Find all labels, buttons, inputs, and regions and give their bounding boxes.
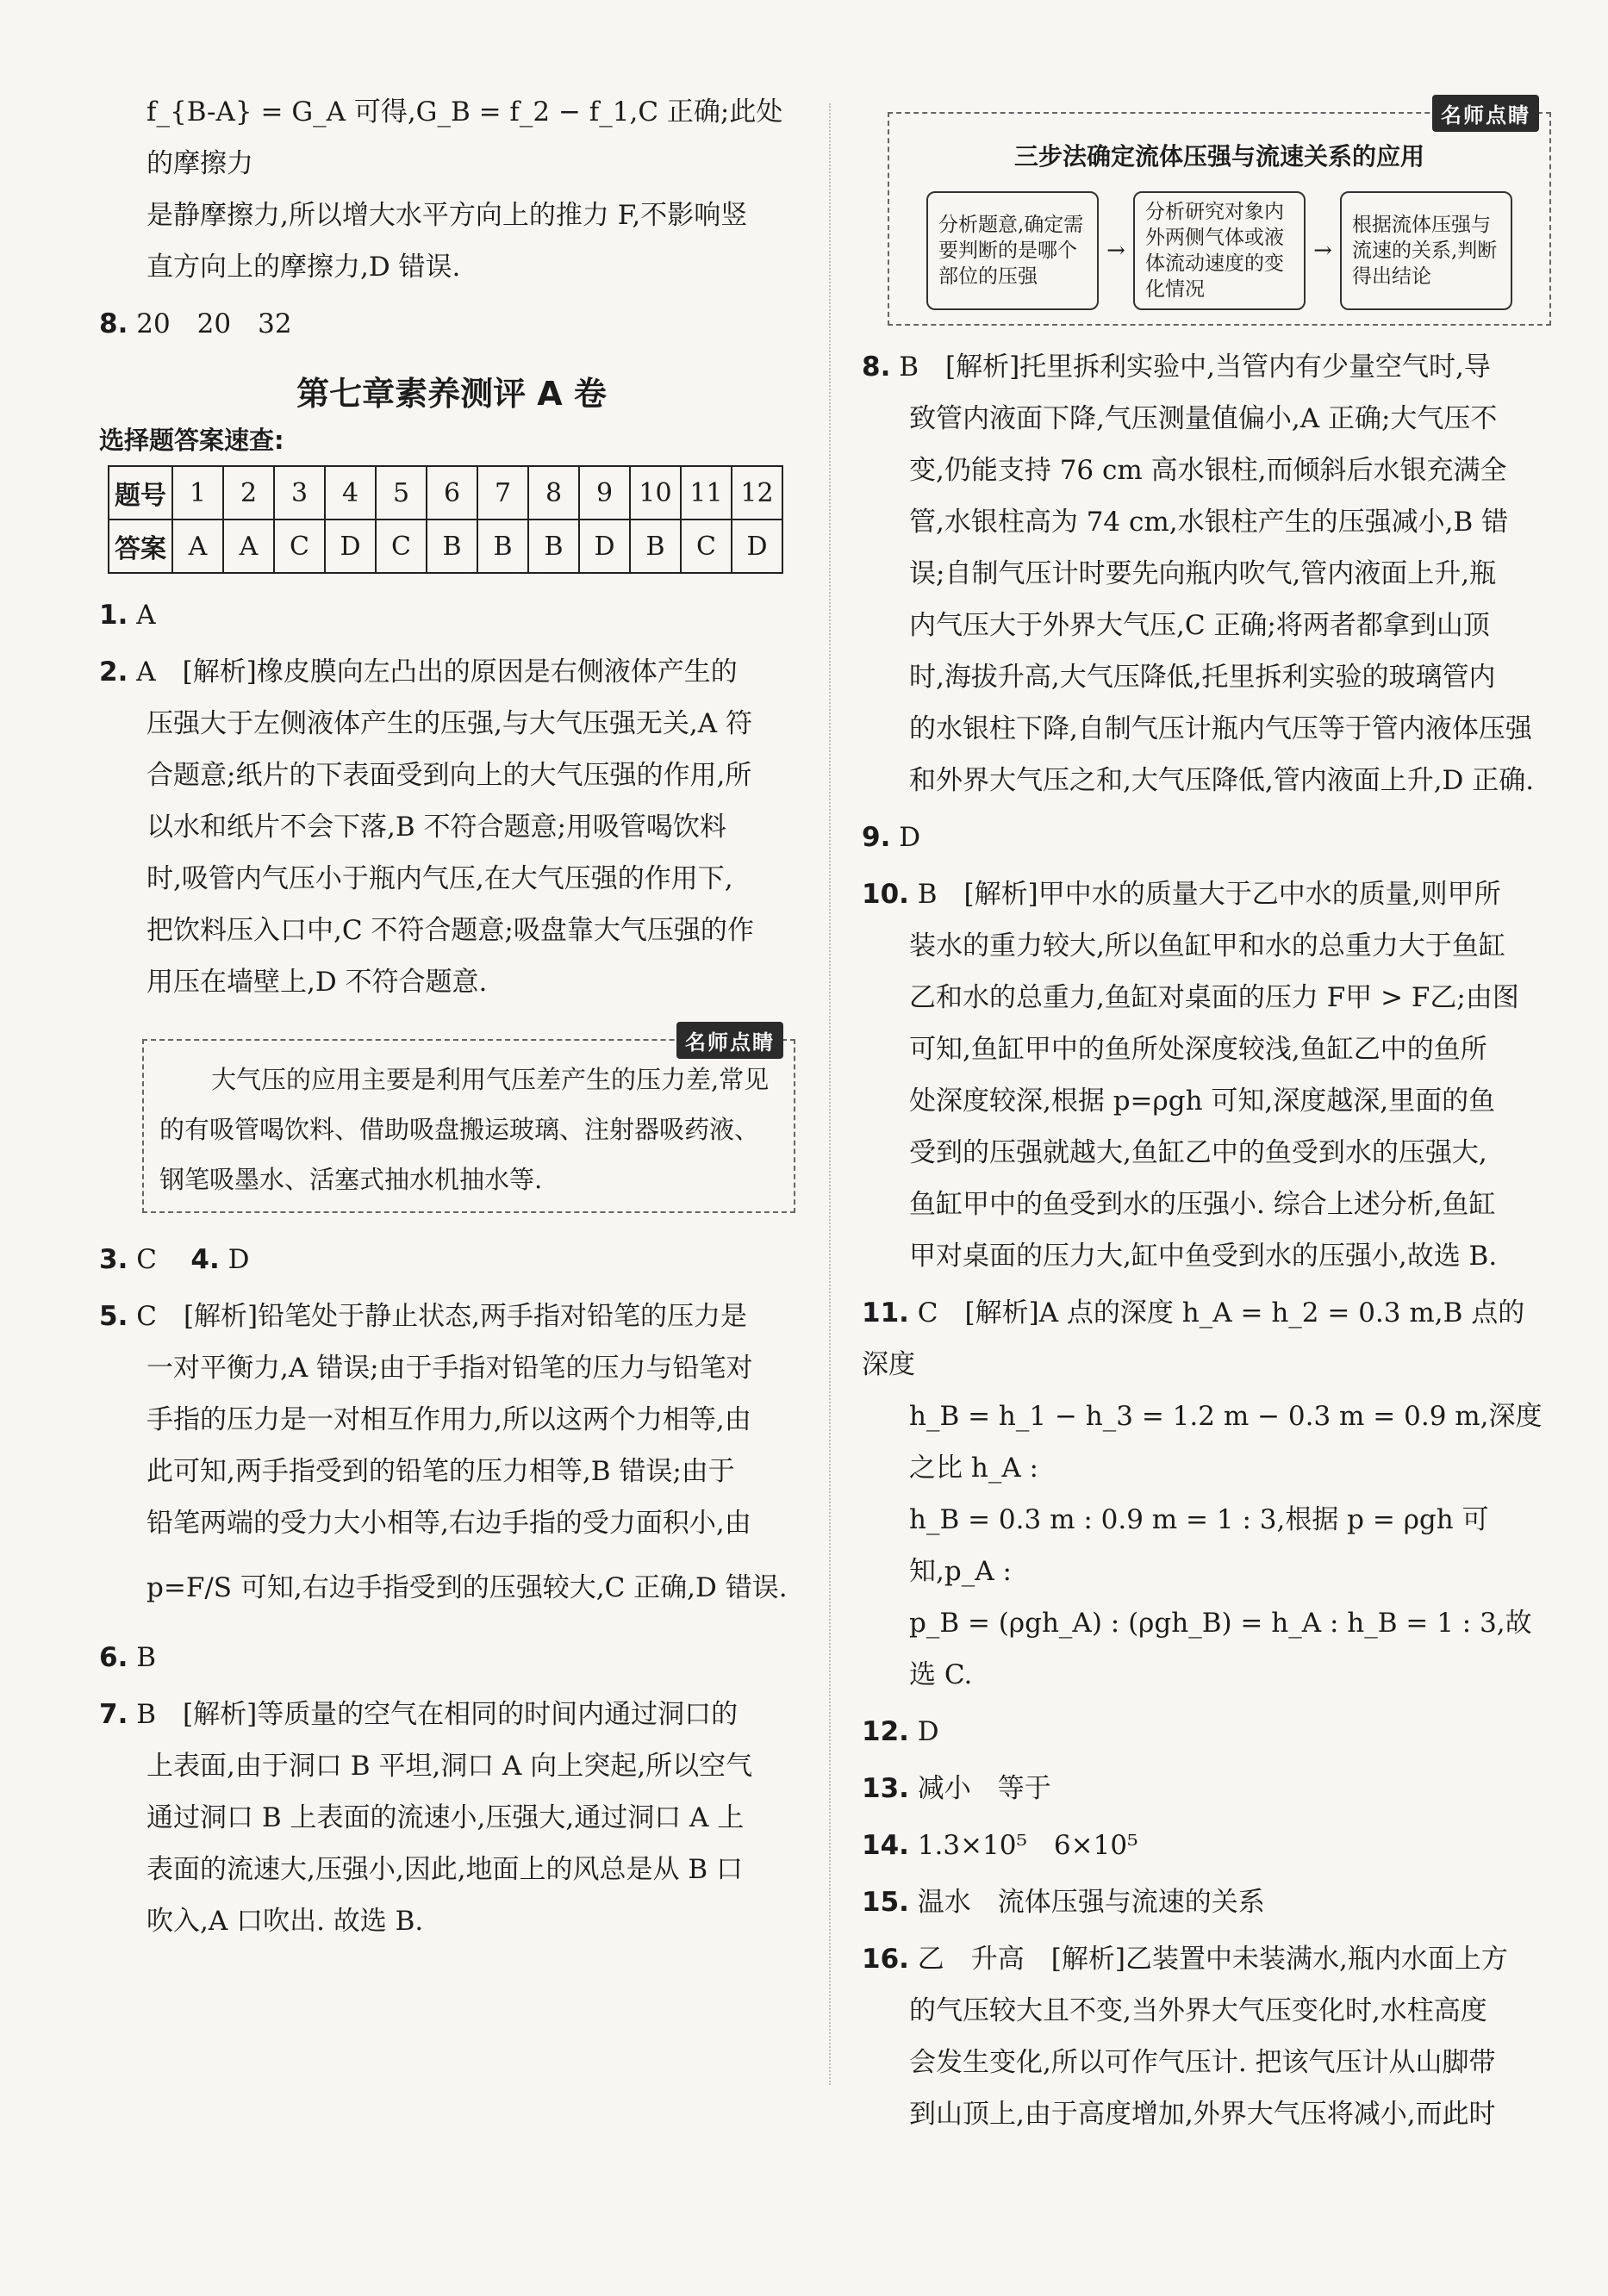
- table-cell: 8: [528, 466, 579, 520]
- answer-line: 管,水银柱高为 74 cm,水银柱产生的压强减小,B 错: [909, 507, 1509, 538]
- table-cell: 7: [477, 466, 528, 520]
- table-cell: 2: [223, 466, 274, 520]
- table-cell: C: [274, 520, 325, 573]
- answer-line: 内气压大于外界大气压,C 正确;将两者都拿到山顶: [909, 610, 1490, 641]
- table-cell: A: [172, 520, 223, 573]
- answer-number: 5.: [99, 1301, 128, 1332]
- answer-number: 9.: [862, 822, 891, 853]
- answer-text: A: [136, 600, 156, 631]
- answer-7: [99, 1689, 804, 1740]
- answer-line: 用压在墙壁上,D 不符合题意.: [146, 967, 488, 998]
- answer-line: 铅笔两端的受力大小相等,右边手指的受力面积小,由: [146, 1508, 751, 1539]
- answer-text: B: [136, 1642, 156, 1673]
- table-cell: C: [376, 520, 427, 573]
- answer-line: 合题意;纸片的下表面受到向上的大气压强的作用,所: [146, 760, 752, 791]
- answer-6: [99, 1632, 804, 1683]
- flow-chart: [901, 191, 1537, 310]
- left-column: [99, 86, 804, 1947]
- flow-step-3: 根据流体压强与流速的关系,判断得出结论: [1340, 191, 1512, 310]
- table-cell: B: [427, 520, 477, 573]
- answer-line: 乙和水的总重力,鱼缸对桌面的压力 F甲 > F乙;由图: [909, 982, 1519, 1013]
- chapter-title: 第七章素养测评 A 卷: [296, 375, 607, 413]
- answer-table-row-numbers: [109, 466, 782, 520]
- answer-13: [862, 1763, 1551, 1814]
- table-cell: D: [325, 520, 376, 573]
- table-cell: C: [681, 520, 732, 573]
- answer-line: 致管内液面下降,气压测量值偏小,A 正确;大气压不: [909, 403, 1498, 434]
- answer-5: [99, 1291, 804, 1342]
- answer-8-prev: [99, 298, 804, 350]
- answer-16: [862, 1933, 1551, 1985]
- answer-text: C [解析]A 点的深度 h_A = h_2 = 0.3 m,B 点的深度: [862, 1297, 1525, 1380]
- teacher-tip-text: 大气压的应用主要是利用气压差产生的压力差,常见的有吸管喝饮料、借助吸盘搬运玻璃、注射器吸药液、钢笔吸墨水、活塞式抽水机抽水等.: [159, 1065, 770, 1194]
- flow-step-2: 分析研究对象内外两侧气体或液体流动速度的变化情况: [1133, 191, 1306, 310]
- right-column: [862, 78, 1551, 2140]
- intro-line-1: f_{B-A} = G_A 可得,G_B = f_2 − f_1,C 正确;此处的摩擦力: [146, 96, 783, 179]
- answer-line: 表面的流速大,压强小,因此,地面上的风总是从 B 口: [146, 1854, 744, 1885]
- answer-line: 的气压较大且不变,当外界大气压变化时,水柱高度: [909, 1995, 1487, 2026]
- table-cell: 11: [681, 466, 732, 520]
- answer-line: 甲对桌面的压力大,缸中鱼受到水的压强小,故选 B.: [909, 1241, 1498, 1272]
- answer-number: 3.: [99, 1244, 128, 1275]
- answer-text: 1.3×10⁵ 6×10⁵: [917, 1830, 1138, 1861]
- answer-line: 通过洞口 B 上表面的流速小,压强大,通过洞口 A 上: [146, 1802, 745, 1833]
- answer-11: [862, 1287, 1551, 1391]
- answer-3-4: [99, 1234, 804, 1285]
- table-cell: D: [732, 520, 782, 573]
- answer-number: 8.: [99, 308, 128, 339]
- answer-line: 可知,鱼缸甲中的鱼所处深度较浅,鱼缸乙中的鱼所: [909, 1034, 1487, 1065]
- answer-line: 鱼缸甲中的鱼受到水的压强小. 综合上述分析,鱼缸: [909, 1189, 1496, 1220]
- answer-text: D: [899, 822, 921, 853]
- answer-text: 减小 等于: [917, 1773, 1051, 1804]
- answer-number: 7.: [99, 1699, 128, 1730]
- answer-number: 14.: [862, 1830, 909, 1861]
- intro-line-2: 是静摩擦力,所以增大水平方向上的推力 F,不影响竖: [146, 200, 748, 231]
- answer-line: 和外界大气压之和,大气压降低,管内液面上升,D 正确.: [909, 765, 1535, 796]
- answer-line: 一对平衡力,A 错误;由于手指对铅笔的压力与铅笔对: [146, 1353, 753, 1384]
- answer-line: 受到的压强就越大,鱼缸乙中的鱼受到水的压强大,: [909, 1137, 1487, 1168]
- answer-number: 16.: [862, 1944, 909, 1975]
- answer-text: 20 20 32: [136, 308, 292, 339]
- answer-number: 10.: [862, 879, 909, 910]
- answer-line: 上表面,由于洞口 B 平坦,洞口 A 向上突起,所以空气: [146, 1751, 753, 1782]
- answer-line: 装水的重力较大,所以鱼缸甲和水的总重力大于鱼缸: [909, 930, 1505, 961]
- answer-line: 会发生变化,所以可作气压计. 把该气压计从山脚带: [909, 2047, 1496, 2078]
- answer-line: 压强大于左侧液体产生的压强,与大气压强无关,A 符: [146, 708, 752, 739]
- answer-line: 的水银柱下降,自制气压计瓶内气压等于管内液体压强: [909, 713, 1532, 744]
- answer-line: 吹入,A 口吹出. 故选 B.: [146, 1906, 424, 1937]
- answer-line: 变,仍能支持 76 cm 高水银柱,而倾斜后水银充满全: [909, 455, 1507, 486]
- table-cell: 1: [172, 466, 223, 520]
- answer-number: 11.: [862, 1297, 909, 1328]
- answer-1: [99, 589, 804, 641]
- answer-line: 把饮料压入口中,C 不符合题意;吸盘靠大气压强的作: [146, 915, 754, 946]
- answer-text: 乙 升高 [解析]乙装置中未装满水,瓶内水面上方: [917, 1944, 1508, 1975]
- answer-text: C [解析]铅笔处于静止状态,两手指对铅笔的压力是: [136, 1301, 747, 1332]
- answer-number: 13.: [862, 1773, 909, 1804]
- table-header-answer: 答案: [109, 520, 172, 573]
- table-cell: A: [223, 520, 274, 573]
- column-divider: [829, 103, 831, 2085]
- table-cell: B: [630, 520, 681, 573]
- flow-tip-box: [888, 103, 1551, 326]
- answer-number: 2.: [99, 656, 128, 688]
- flow-step-1: 分析题意,确定需要判断的是哪个部位的压强: [926, 191, 1099, 310]
- table-cell: 6: [427, 466, 477, 520]
- answer-12: [862, 1706, 1551, 1758]
- answer-text: B [解析]等质量的空气在相同的时间内通过洞口的: [136, 1699, 739, 1730]
- answer-text: B [解析]甲中水的质量大于乙中水的质量,则甲所: [917, 879, 1501, 910]
- intro-line-3: 直方向上的摩擦力,D 错误.: [146, 252, 461, 283]
- teacher-tip-box: [142, 1030, 795, 1213]
- answer-line: 以水和纸片不会下落,B 不符合题意;用吸管喝饮料: [146, 812, 726, 843]
- table-cell: 10: [630, 466, 681, 520]
- table-cell: 4: [325, 466, 376, 520]
- answer-text: D: [917, 1716, 939, 1747]
- table-header-number: 题号: [109, 466, 172, 520]
- answer-line: h_B = 0.3 m : 0.9 m = 1 : 3,根据 p = ρgh 可知,p_A :: [909, 1504, 1489, 1587]
- answer-9: [862, 812, 1551, 863]
- table-cell: D: [579, 520, 630, 573]
- answer-text: 温水 流体压强与流速的关系: [917, 1887, 1265, 1918]
- answer-line: p_B = (ρgh_A) : (ρgh_B) = h_A : h_B = 1 : 3,故选 C.: [909, 1608, 1532, 1690]
- table-cell: 3: [274, 466, 325, 520]
- answer-text: D: [227, 1244, 250, 1275]
- quick-answer-label: 选择题答案速查:: [99, 426, 284, 455]
- answer-line: 时,吸管内气压小于瓶内气压,在大气压强的作用下,: [146, 863, 733, 894]
- table-cell: B: [477, 520, 528, 573]
- answer-number: 15.: [862, 1887, 909, 1918]
- answer-2: [99, 646, 804, 698]
- answer-line: 时,海拔升高,大气压降低,托里拆利实验的玻璃管内: [909, 662, 1496, 693]
- answer-number: 8.: [862, 352, 891, 383]
- answer-10: [862, 868, 1551, 920]
- answer-line: 此可知,两手指受到的铅笔的压力相等,B 错误;由于: [146, 1456, 735, 1487]
- answer-text: B [解析]托里拆利实验中,当管内有少量空气时,导: [899, 352, 1491, 383]
- answer-8: [862, 341, 1551, 393]
- answer-table: [108, 465, 783, 574]
- flow-tip-badge: 名师点睛: [1432, 95, 1539, 132]
- table-cell: 9: [579, 466, 630, 520]
- flow-title: 三步法确定流体压强与流速关系的应用: [1013, 142, 1424, 171]
- table-cell: 12: [732, 466, 782, 520]
- arrow-right-icon: →: [1313, 238, 1332, 264]
- answer-line: h_B = h_1 − h_3 = 1.2 m − 0.3 m = 0.9 m,深度之比 h_A :: [909, 1401, 1543, 1484]
- answer-text: C: [136, 1244, 157, 1275]
- table-cell: 5: [376, 466, 427, 520]
- answer-number: 1.: [99, 600, 128, 631]
- answer-line: 处深度较深,根据 p=ρgh 可知,深度越深,里面的鱼: [909, 1086, 1496, 1117]
- answer-number: 12.: [862, 1716, 909, 1747]
- answer-14: [862, 1820, 1551, 1871]
- answer-line: 误;自制气压计时要先向瓶内吹气,管内液面上升,瓶: [909, 558, 1497, 589]
- answer-line: 到山顶上,由于高度增加,外界大气压将减小,而此时: [909, 2099, 1496, 2130]
- table-cell: B: [528, 520, 579, 573]
- answer-table-row-answers: [109, 520, 782, 573]
- answer-text: A [解析]橡皮膜向左凸出的原因是右侧液体产生的: [136, 656, 738, 688]
- answer-line: 手指的压力是一对相互作用力,所以这两个力相等,由: [146, 1404, 751, 1435]
- answer-number: 4.: [190, 1244, 220, 1275]
- teacher-tip-badge: 名师点睛: [676, 1022, 783, 1059]
- answer-15: [862, 1876, 1551, 1928]
- arrow-right-icon: →: [1106, 238, 1125, 264]
- answer-line: p=F/S 可知,右边手指受到的压强较大,C 正确,D 错误.: [146, 1572, 788, 1603]
- answer-number: 6.: [99, 1642, 128, 1673]
